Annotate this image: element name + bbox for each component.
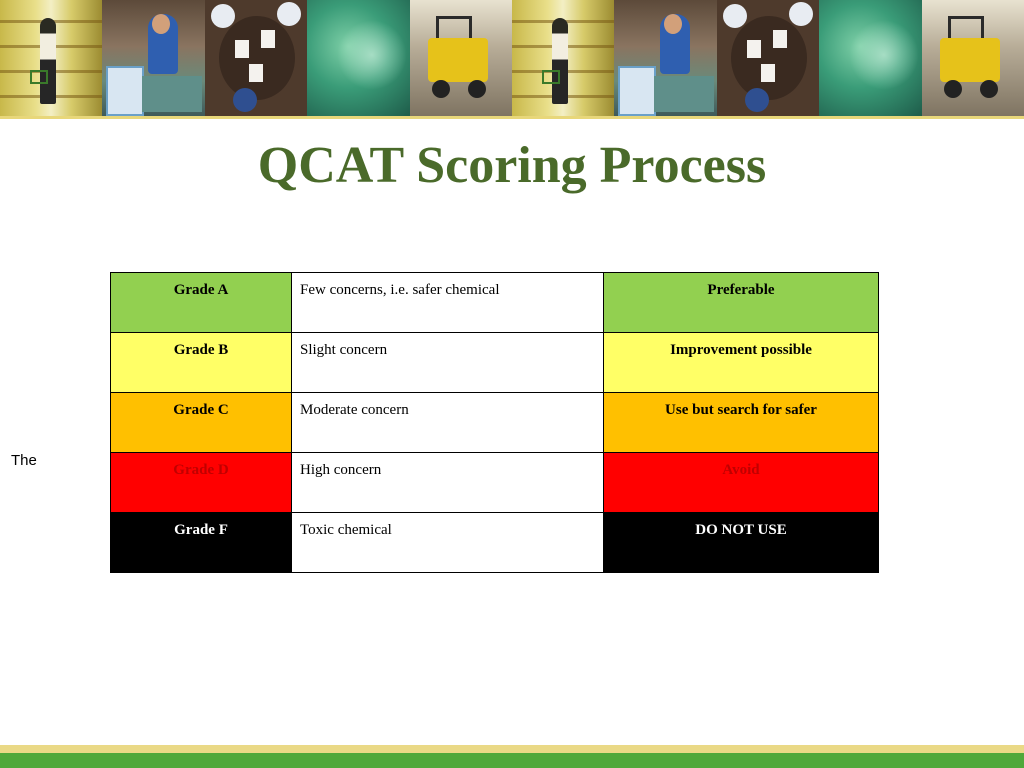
description-cell: High concern bbox=[292, 453, 604, 513]
grades-table-body bbox=[111, 273, 879, 573]
banner-photo-meeting-table bbox=[717, 0, 819, 116]
side-text: The bbox=[11, 452, 37, 469]
banner-photo-warehouse-worker bbox=[102, 0, 204, 116]
grade-cell: Grade A bbox=[111, 273, 292, 333]
grade-cell: Grade B bbox=[111, 333, 292, 393]
banner-photo-grocery-aisle bbox=[512, 0, 614, 116]
footer-band-cream bbox=[0, 745, 1024, 753]
grade-cell: Grade D bbox=[111, 453, 292, 513]
banner-photo-green-abstract bbox=[307, 0, 409, 116]
grade-row bbox=[111, 453, 879, 513]
description-cell: Slight concern bbox=[292, 333, 604, 393]
banner-photo-forklift bbox=[922, 0, 1024, 116]
grade-row bbox=[111, 513, 879, 573]
banner-divider bbox=[0, 116, 1024, 119]
grade-cell: Grade C bbox=[111, 393, 292, 453]
recommendation-cell: Preferable bbox=[604, 273, 879, 333]
grades-table bbox=[110, 272, 879, 573]
slide-title: QCAT Scoring Process bbox=[257, 137, 767, 194]
footer-band-green bbox=[0, 753, 1024, 768]
banner-photo-forklift bbox=[410, 0, 512, 116]
banner-photo-meeting-table bbox=[205, 0, 307, 116]
recommendation-cell: DO NOT USE bbox=[604, 513, 879, 573]
banner-photo-warehouse-worker bbox=[614, 0, 716, 116]
banner-photo-grocery-aisle bbox=[0, 0, 102, 116]
photo-banner bbox=[0, 0, 1024, 116]
recommendation-cell: Improvement possible bbox=[604, 333, 879, 393]
description-cell: Toxic chemical bbox=[292, 513, 604, 573]
grade-row bbox=[111, 333, 879, 393]
recommendation-cell: Use but search for safer bbox=[604, 393, 879, 453]
description-cell: Moderate concern bbox=[292, 393, 604, 453]
recommendation-cell: Avoid bbox=[604, 453, 879, 513]
grade-cell: Grade F bbox=[111, 513, 292, 573]
description-cell: Few concerns, i.e. safer chemical bbox=[292, 273, 604, 333]
banner-photo-green-abstract bbox=[819, 0, 921, 116]
grade-row bbox=[111, 273, 879, 333]
grade-row bbox=[111, 393, 879, 453]
